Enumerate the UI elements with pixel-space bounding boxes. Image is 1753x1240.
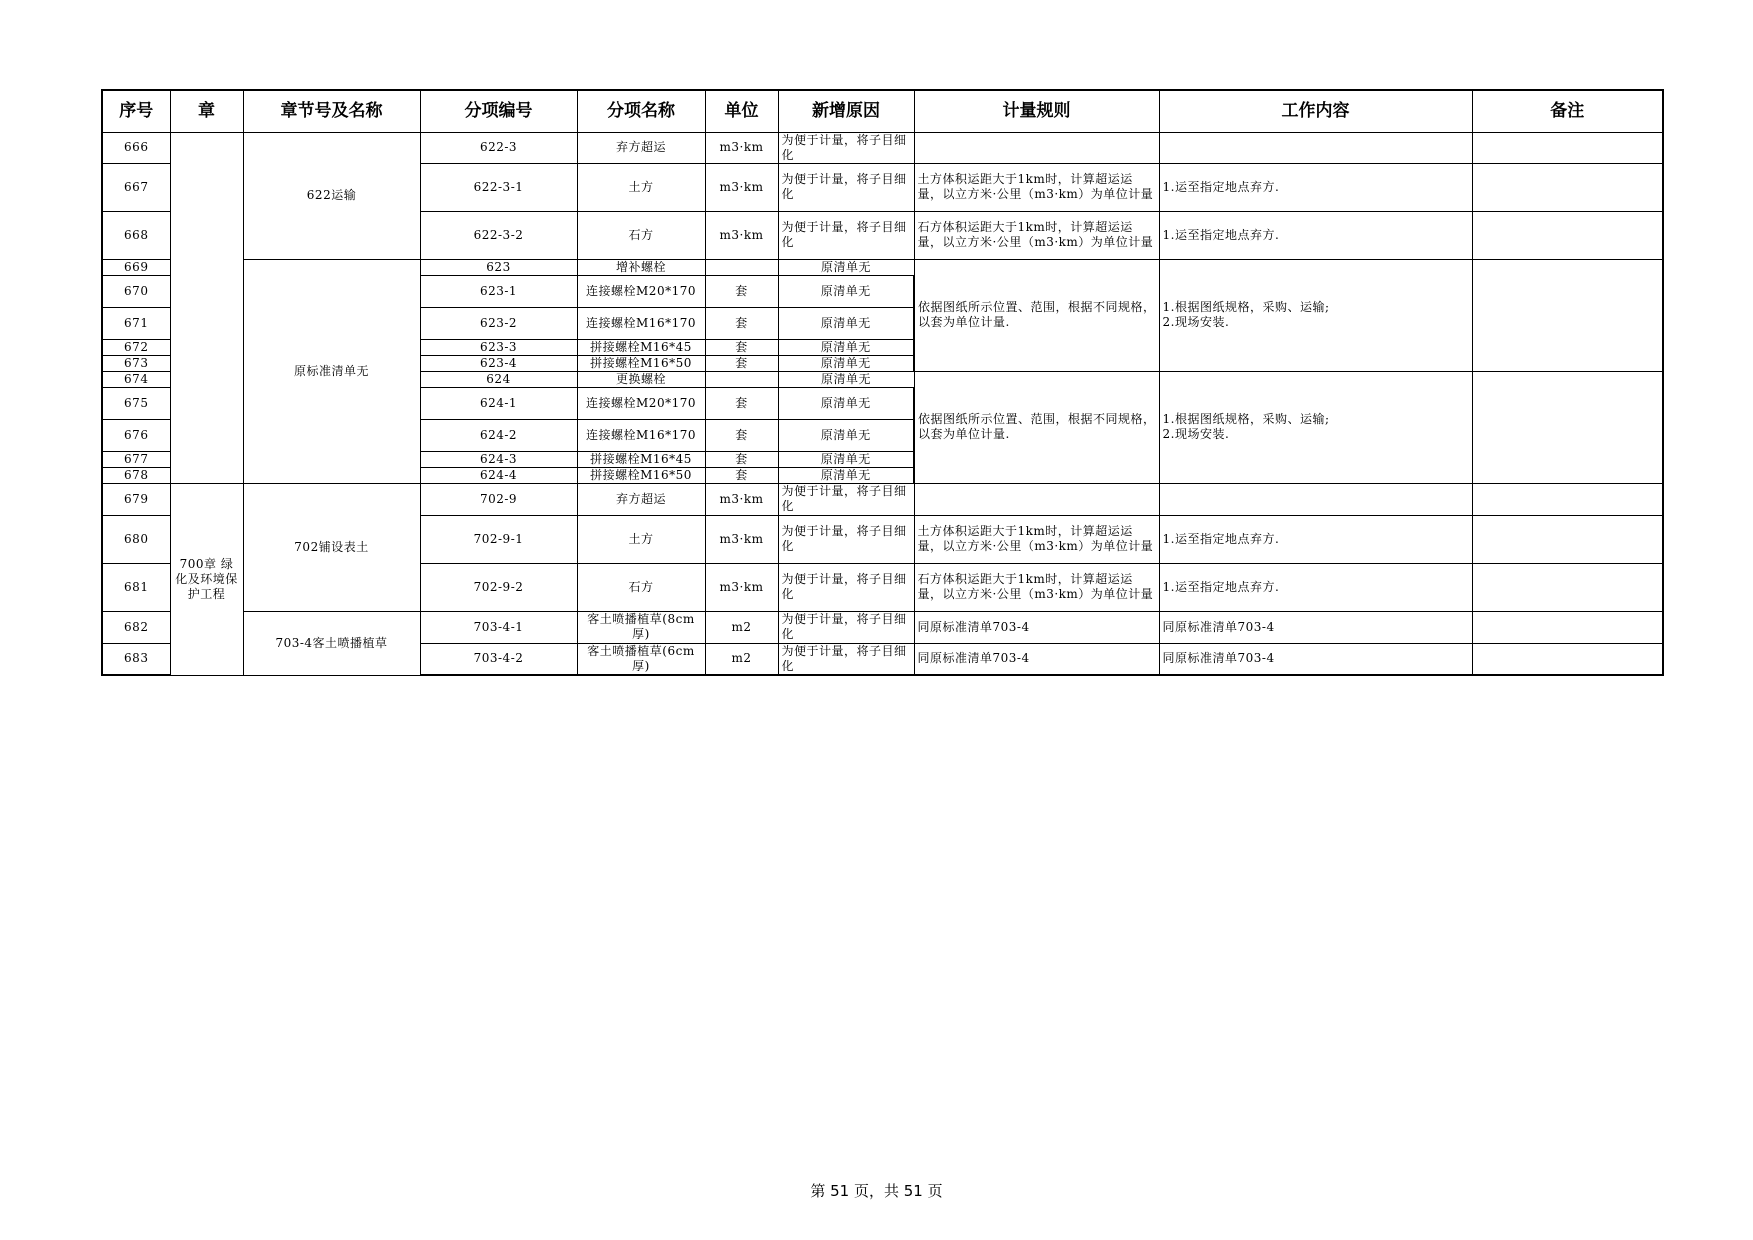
reason-cell-text: 为便于计量，将子目细化 — [781, 172, 907, 201]
item-code-cell-text: 624-4 — [479, 467, 518, 482]
unit-cell-text: m3·km — [719, 227, 764, 242]
work-cell-text: 同原标准清单703-4 — [1162, 619, 1275, 634]
item-name-cell-text: 连接螺栓M16*170 — [586, 427, 696, 442]
remark-cell — [1472, 563, 1663, 611]
seq-cell-text: 669 — [124, 259, 149, 274]
seq-cell — [102, 132, 170, 163]
item-name-cell-text: 石方 — [628, 579, 654, 594]
reason-cell — [778, 643, 914, 675]
unit-cell — [705, 132, 778, 163]
work-cell-text: 1.运至指定地点弃方. — [1162, 179, 1280, 194]
item-code-cell-text: 703-4-2 — [473, 651, 524, 666]
rule-cell — [914, 611, 1159, 643]
item-name-cell-text: 拼接螺栓M16*50 — [590, 468, 692, 482]
unit-cell-text: m3·km — [719, 140, 764, 154]
header-item-code: 分项编号 — [420, 90, 577, 132]
seq-cell-text: 666 — [124, 140, 149, 154]
seq-cell — [102, 467, 170, 483]
seq-cell-text: 671 — [124, 315, 149, 330]
unit-cell — [705, 163, 778, 211]
unit-cell — [705, 355, 778, 371]
reason-cell-text: 为便于计量，将子目细化 — [781, 220, 907, 249]
reason-cell-text: 为便于计量，将子目细化 — [781, 572, 907, 601]
reason-cell-text: 原清单无 — [820, 315, 871, 330]
item-code-cell-text: 622-3 — [479, 140, 518, 154]
work-cell — [1159, 643, 1472, 675]
rule-cell — [914, 643, 1159, 675]
item-code-cell-text: 622-3-2 — [473, 227, 524, 242]
work-cell — [1159, 211, 1472, 259]
unit-cell-text: m3·km — [719, 531, 764, 546]
unit-cell-text: m3·km — [719, 179, 764, 194]
seq-cell-text: 676 — [124, 427, 149, 442]
unit-cell — [705, 643, 778, 675]
item-name-cell — [577, 419, 705, 451]
item-name-cell-text: 拼接螺栓M16*45 — [590, 340, 692, 354]
reason-cell — [778, 259, 914, 275]
item-code-cell — [420, 307, 577, 339]
section-cell-702 — [243, 483, 420, 611]
seq-cell — [102, 371, 170, 387]
work-cell — [1159, 483, 1472, 515]
item-code-cell — [420, 643, 577, 675]
reason-cell-text: 为便于计量，将子目细化 — [781, 484, 907, 513]
item-code-cell — [420, 355, 577, 371]
item-name-cell — [577, 643, 705, 675]
rule-cell — [914, 163, 1159, 211]
reason-cell-text: 原清单无 — [820, 427, 871, 442]
remark-cell — [1472, 643, 1663, 675]
item-code-cell — [420, 275, 577, 307]
seq-cell-text: 675 — [124, 395, 149, 410]
unit-cell — [705, 467, 778, 483]
unit-cell — [705, 307, 778, 339]
seq-cell — [102, 387, 170, 419]
reason-cell — [778, 515, 914, 563]
reason-cell-text: 为便于计量，将子目细化 — [781, 612, 907, 641]
work-cell — [1159, 163, 1472, 211]
seq-cell — [102, 307, 170, 339]
header-seq: 序号 — [102, 90, 170, 132]
item-code-cell-text: 624 — [486, 371, 511, 386]
item-code-cell-text: 623-1 — [479, 283, 518, 298]
seq-cell — [102, 275, 170, 307]
unit-cell — [705, 483, 778, 515]
table-body — [102, 132, 1663, 675]
reason-cell — [778, 307, 914, 339]
item-name-cell-text: 连接螺栓M16*170 — [586, 315, 696, 330]
table-row — [102, 132, 1663, 163]
remark-cell — [1472, 211, 1663, 259]
item-code-cell-text: 624-2 — [479, 427, 518, 442]
remark-cell — [1472, 483, 1663, 515]
table-row — [102, 259, 1663, 275]
item-name-cell-text: 客土喷播植草(8cm厚) — [587, 612, 695, 641]
item-name-cell — [577, 163, 705, 211]
rule-cell-g623-text: 依据图纸所示位置、范围，根据不同规格，以套为单位计量. — [918, 300, 1156, 329]
seq-cell-text: 670 — [124, 283, 149, 298]
reason-cell — [778, 371, 914, 387]
rule-cell-g624-text: 依据图纸所示位置、范围，根据不同规格，以套为单位计量. — [918, 412, 1156, 441]
bill-of-quantities-table — [101, 89, 1664, 676]
seq-cell — [102, 339, 170, 355]
remark-cell — [1472, 132, 1663, 163]
item-name-cell — [577, 387, 705, 419]
item-name-cell — [577, 483, 705, 515]
item-name-cell — [577, 611, 705, 643]
item-code-cell-text: 702-9-2 — [473, 579, 524, 594]
seq-cell — [102, 355, 170, 371]
seq-cell-text: 672 — [124, 339, 149, 354]
item-name-cell — [577, 259, 705, 275]
reason-cell — [778, 387, 914, 419]
seq-cell-text: 674 — [124, 371, 149, 386]
item-code-cell — [420, 467, 577, 483]
section-cell-703 — [243, 611, 420, 675]
reason-cell-text: 原清单无 — [820, 395, 871, 410]
seq-cell-text: 682 — [124, 619, 149, 634]
reason-cell-text: 原清单无 — [820, 260, 871, 274]
item-code-cell — [420, 483, 577, 515]
work-cell-g624 — [1159, 371, 1472, 483]
seq-cell-text: 668 — [124, 227, 149, 242]
unit-cell-text: 套 — [735, 283, 748, 298]
work-cell-g623-text: 1.根据图纸规格，采购、运输; 2.现场安装. — [1162, 300, 1330, 329]
header-reason: 新增原因 — [778, 90, 914, 132]
unit-cell-text: 套 — [735, 395, 748, 410]
table-header — [102, 90, 1663, 132]
item-name-cell — [577, 211, 705, 259]
item-code-cell-text: 623-4 — [479, 355, 518, 370]
item-code-cell-text: 623-3 — [479, 339, 518, 354]
reason-cell — [778, 467, 914, 483]
work-cell — [1159, 132, 1472, 163]
work-cell — [1159, 515, 1472, 563]
reason-cell — [778, 483, 914, 515]
item-code-cell-text: 623-2 — [479, 315, 518, 330]
item-name-cell-text: 客土喷播植草(6cm厚) — [587, 643, 695, 673]
seq-cell-text: 679 — [124, 491, 149, 506]
reason-cell-text: 原清单无 — [820, 452, 871, 466]
unit-cell — [705, 515, 778, 563]
item-name-cell-text: 土方 — [628, 531, 654, 546]
reason-cell — [778, 339, 914, 355]
seq-cell — [102, 451, 170, 467]
unit-cell — [705, 451, 778, 467]
item-code-cell — [420, 371, 577, 387]
header-chapter: 章 — [170, 90, 243, 132]
seq-cell — [102, 611, 170, 643]
item-name-cell-text: 弃方超运 — [615, 491, 666, 506]
unit-cell — [705, 419, 778, 451]
reason-cell — [778, 355, 914, 371]
section-cell-622-text: 622运输 — [306, 188, 357, 202]
chapter-cell-700 — [170, 483, 243, 675]
item-code-cell — [420, 451, 577, 467]
seq-cell-text: 683 — [124, 651, 149, 666]
item-name-cell-text: 连接螺栓M20*170 — [586, 395, 696, 410]
item-code-cell-text: 703-4-1 — [473, 619, 524, 634]
item-code-cell — [420, 419, 577, 451]
header-work-content: 工作内容 — [1159, 90, 1472, 132]
item-name-cell-text: 连接螺栓M20*170 — [586, 283, 696, 298]
rule-cell-text: 同原标准清单703-4 — [917, 619, 1030, 634]
item-code-cell — [420, 259, 577, 275]
item-code-cell — [420, 339, 577, 355]
table-row — [102, 611, 1663, 643]
page-footer: 第 51 页，共 51 页 — [810, 1182, 943, 1200]
work-cell-text: 1.运至指定地点弃方. — [1162, 531, 1280, 546]
unit-cell-text: m2 — [731, 619, 752, 634]
remark-cell — [1472, 515, 1663, 563]
work-cell-text: 同原标准清单703-4 — [1162, 651, 1275, 666]
item-name-cell — [577, 467, 705, 483]
reason-cell — [778, 419, 914, 451]
seq-cell — [102, 515, 170, 563]
seq-cell — [102, 483, 170, 515]
reason-cell-text: 原清单无 — [820, 356, 871, 370]
reason-cell-text: 原清单无 — [820, 372, 871, 386]
item-code-cell — [420, 515, 577, 563]
seq-cell — [102, 563, 170, 611]
rule-cell-g623 — [914, 259, 1159, 371]
item-name-cell — [577, 132, 705, 163]
item-name-cell-text: 弃方超运 — [615, 140, 666, 154]
item-code-cell-text: 702-9-1 — [473, 531, 524, 546]
work-cell — [1159, 563, 1472, 611]
rule-cell — [914, 132, 1159, 163]
unit-cell-text: m2 — [731, 651, 752, 666]
seq-cell-text: 681 — [124, 579, 149, 594]
chapter-cell-600 — [170, 132, 243, 483]
item-name-cell — [577, 307, 705, 339]
reason-cell-text: 为便于计量，将子目细化 — [781, 132, 907, 162]
item-code-cell — [420, 211, 577, 259]
rule-cell — [914, 563, 1159, 611]
unit-cell-text: m3·km — [719, 491, 764, 506]
header-remark: 备注 — [1472, 90, 1663, 132]
item-name-cell-text: 增补螺栓 — [615, 260, 666, 274]
chapter-cell-700-text: 700章 绿化及环境保护工程 — [175, 556, 238, 601]
seq-cell — [102, 643, 170, 675]
item-code-cell-text: 623 — [486, 259, 511, 274]
section-cell-623-624-text: 原标准清单无 — [293, 363, 369, 378]
reason-cell-text: 为便于计量，将子目细化 — [781, 524, 907, 553]
reason-cell — [778, 275, 914, 307]
unit-cell — [705, 371, 778, 387]
work-cell — [1159, 611, 1472, 643]
item-code-cell — [420, 132, 577, 163]
unit-cell — [705, 387, 778, 419]
unit-cell — [705, 339, 778, 355]
rule-cell — [914, 515, 1159, 563]
unit-cell-text: 套 — [735, 355, 748, 370]
item-name-cell — [577, 451, 705, 467]
section-cell-623-624 — [243, 259, 420, 483]
seq-cell-text: 677 — [124, 451, 149, 466]
item-name-cell-text: 石方 — [628, 227, 654, 242]
reason-cell-text: 原清单无 — [820, 468, 871, 482]
remark-cell — [1472, 163, 1663, 211]
item-code-cell-text: 624-1 — [479, 395, 518, 410]
seq-cell-text: 673 — [124, 355, 149, 370]
reason-cell-text: 原清单无 — [820, 340, 871, 354]
rule-cell-text: 土方体积运距大于1km时，计算超运运量，以立方米·公里（m3·km）为单位计量 — [917, 172, 1154, 201]
item-code-cell-text: 624-3 — [479, 451, 518, 466]
header-item-name: 分项名称 — [577, 90, 705, 132]
work-cell-g623 — [1159, 259, 1472, 371]
item-name-cell — [577, 515, 705, 563]
remark-cell — [1472, 611, 1663, 643]
unit-cell-text: 套 — [735, 339, 748, 354]
seq-cell — [102, 163, 170, 211]
rule-cell-text: 同原标准清单703-4 — [917, 651, 1030, 666]
unit-cell-text: m3·km — [719, 579, 764, 594]
unit-cell — [705, 211, 778, 259]
item-code-cell-text: 702-9 — [479, 491, 518, 506]
seq-cell-text: 680 — [124, 531, 149, 546]
remark-cell-g624 — [1472, 371, 1663, 483]
work-cell-text: 1.运至指定地点弃方. — [1162, 227, 1280, 242]
reason-cell-text: 为便于计量，将子目细化 — [781, 643, 907, 673]
item-code-cell — [420, 163, 577, 211]
reason-cell — [778, 211, 914, 259]
seq-cell — [102, 211, 170, 259]
unit-cell-text: 套 — [735, 467, 748, 482]
section-cell-622 — [243, 132, 420, 259]
rule-cell-text: 石方体积运距大于1km时，计算超运运量，以立方米·公里（m3·km）为单位计量 — [917, 572, 1154, 601]
work-cell-text: 1.运至指定地点弃方. — [1162, 579, 1280, 594]
item-code-cell — [420, 563, 577, 611]
seq-cell — [102, 259, 170, 275]
rule-cell — [914, 483, 1159, 515]
item-name-cell — [577, 339, 705, 355]
unit-cell — [705, 563, 778, 611]
unit-cell — [705, 259, 778, 275]
item-name-cell-text: 拼接螺栓M16*45 — [590, 452, 692, 466]
section-cell-703-text: 703-4客土喷播植草 — [275, 635, 388, 650]
item-name-cell — [577, 275, 705, 307]
header-unit: 单位 — [705, 90, 778, 132]
reason-cell — [778, 163, 914, 211]
reason-cell — [778, 611, 914, 643]
work-cell-g624-text: 1.根据图纸规格，采购、运输; 2.现场安装. — [1162, 412, 1330, 441]
seq-cell-text: 678 — [124, 467, 149, 482]
item-name-cell — [577, 371, 705, 387]
unit-cell-text: 套 — [735, 427, 748, 442]
item-name-cell-text: 拼接螺栓M16*50 — [590, 356, 692, 370]
reason-cell — [778, 563, 914, 611]
rule-cell-text: 土方体积运距大于1km时，计算超运运量，以立方米·公里（m3·km）为单位计量 — [917, 524, 1154, 553]
unit-cell — [705, 275, 778, 307]
unit-cell-text: 套 — [735, 315, 748, 330]
table-row — [102, 483, 1663, 515]
item-name-cell-text: 更换螺栓 — [615, 372, 666, 386]
section-cell-702-text: 702铺设表土 — [294, 539, 369, 554]
reason-cell — [778, 451, 914, 467]
item-name-cell — [577, 355, 705, 371]
seq-cell — [102, 419, 170, 451]
item-code-cell-text: 622-3-1 — [473, 179, 524, 194]
rule-cell-g624 — [914, 371, 1159, 483]
rule-cell — [914, 211, 1159, 259]
seq-cell-text: 667 — [124, 179, 149, 194]
item-name-cell — [577, 563, 705, 611]
header-measurement-rule: 计量规则 — [914, 90, 1159, 132]
unit-cell — [705, 611, 778, 643]
item-code-cell — [420, 387, 577, 419]
remark-cell-g623 — [1472, 259, 1663, 371]
header-section: 章节号及名称 — [243, 90, 420, 132]
rule-cell-text: 石方体积运距大于1km时，计算超运运量，以立方米·公里（m3·km）为单位计量 — [917, 220, 1154, 249]
unit-cell-text: 套 — [735, 451, 748, 466]
item-name-cell-text: 土方 — [628, 179, 654, 194]
reason-cell-text: 原清单无 — [820, 283, 871, 298]
reason-cell — [778, 132, 914, 163]
item-code-cell — [420, 611, 577, 643]
